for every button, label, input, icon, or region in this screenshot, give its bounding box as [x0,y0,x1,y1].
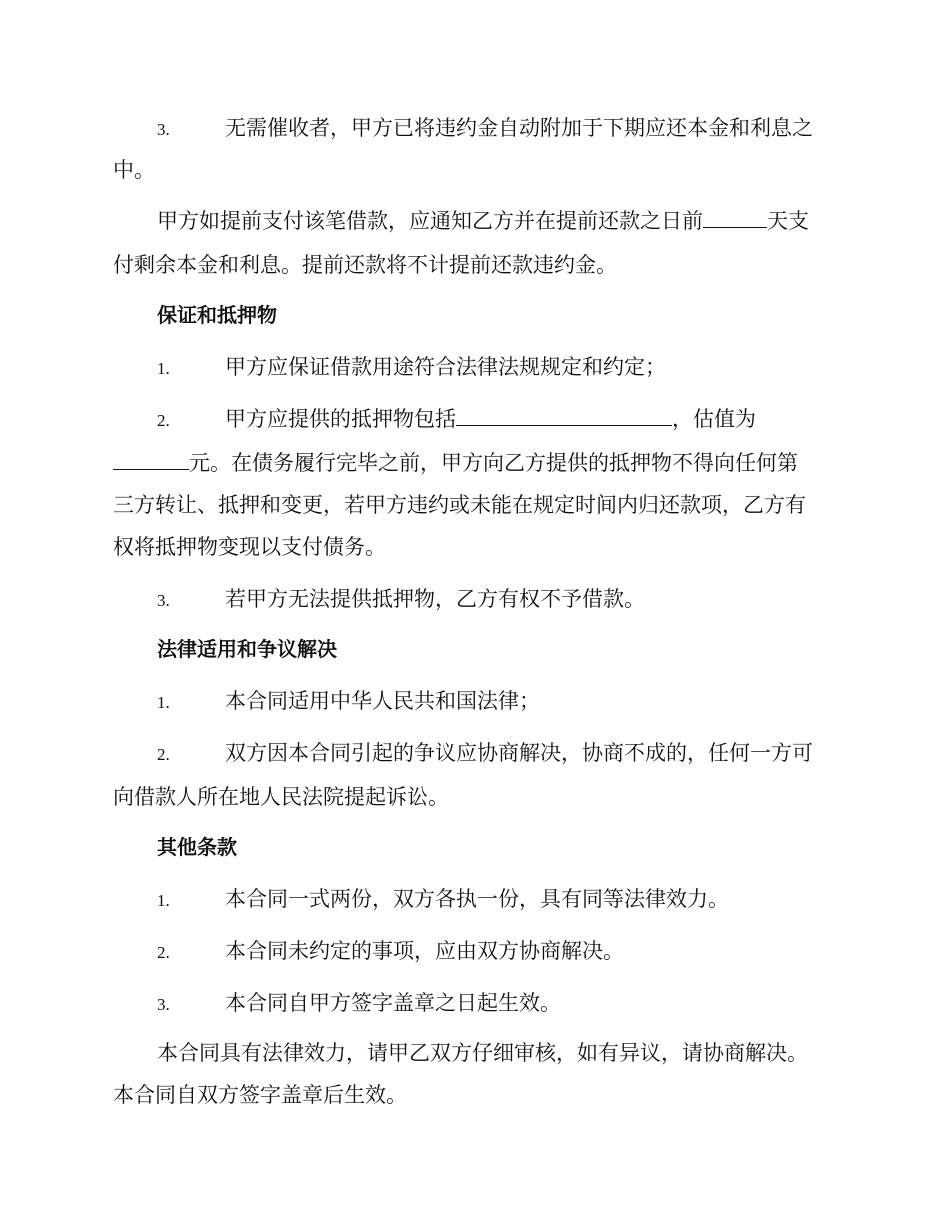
guarantee-item-1 [157,352,843,384]
clause-text: 若甲方无法提供抵押物，乙方有权不予借款。 [225,587,645,611]
clause-text: 三方转让、抵押和变更，若甲方违约或未能在规定时间内归还款项，乙方有 [113,493,806,517]
section-heading-law: 法律适用和争议解决 [157,637,337,661]
other-item-1 [157,884,843,916]
clause-number: 1. [157,891,170,910]
clause-text: 双方因本合同引起的争议应协商解决，协商不成的，任何一方可 [225,741,813,765]
law-item-1 [157,686,843,718]
paragraph-text: 天支 [767,209,809,233]
clause-text: 本合同自甲方签字盖章之日起生效。 [225,991,561,1015]
clause-text: ，估值为 [672,407,756,431]
closing-line-1 [157,1038,843,1068]
clause-number: 3. [157,591,170,610]
law-item-2-line-1 [157,738,843,770]
guarantee-item-2-line-1 [157,404,843,436]
guarantee-item-3 [157,584,843,616]
clause-text: 向借款人所在地人民法院提起诉讼。 [113,785,449,809]
other-item-2 [157,936,843,968]
clause-number: 2. [157,745,170,764]
guarantee-item-2-line-4 [113,532,843,562]
section-heading-other: 其他条款 [157,835,237,859]
clause-text: 无需催收者，甲方已将违约金自动附加于下期应还本金和利息之 [225,116,813,140]
clause-text: 甲方应保证借款用途符合法律法规规定和约定； [225,355,666,379]
clause-number: 2. [157,411,170,430]
clause-3-line-2 [113,155,843,185]
clause-number: 1. [157,359,170,378]
clause-number: 2. [157,943,170,962]
paragraph-text: 本合同自双方签字盖章后生效。 [113,1083,407,1107]
clause-text: 元。在债务履行完毕之前，甲方向乙方提供的抵押物不得向任何第 [189,451,798,475]
clause-3-line-1 [157,113,843,145]
paragraph-text: 本合同具有法律效力，请甲乙双方仔细审核，如有异议，请协商解决。 [157,1041,808,1065]
closing-line-2 [113,1080,843,1110]
clause-number: 1. [157,693,170,712]
fill-in-blank-collateral[interactable] [456,405,672,426]
fill-in-blank-days[interactable] [703,207,767,228]
paragraph-text: 甲方如提前支付该笔借款，应通知乙方并在提前还款之日前 [157,209,703,233]
clause-text: 本合同未约定的事项，应由双方协商解决。 [225,939,624,963]
clause-text: 权将抵押物变现以支付债务。 [113,535,386,559]
clause-text: 中。 [113,158,155,182]
clause-number: 3. [157,995,170,1014]
clause-text: 本合同适用中华人民共和国法律； [225,689,540,713]
clause-number: 3. [157,120,170,139]
law-item-2-line-2 [113,782,843,812]
guarantee-item-2-line-2 [113,448,843,478]
clause-text: 本合同一式两份，双方各执一份，具有同等法律效力。 [225,887,729,911]
section-heading-guarantee: 保证和抵押物 [157,303,277,327]
guarantee-item-2-line-3 [113,490,843,520]
prepayment-line-1 [157,206,843,236]
fill-in-blank-value[interactable] [113,449,189,470]
paragraph-text: 付剩余本金和利息。提前还款将不计提前还款违约金。 [113,253,617,277]
prepayment-line-2 [113,250,843,280]
clause-text: 甲方应提供的抵押物包括 [225,407,456,431]
other-item-3 [157,988,843,1020]
